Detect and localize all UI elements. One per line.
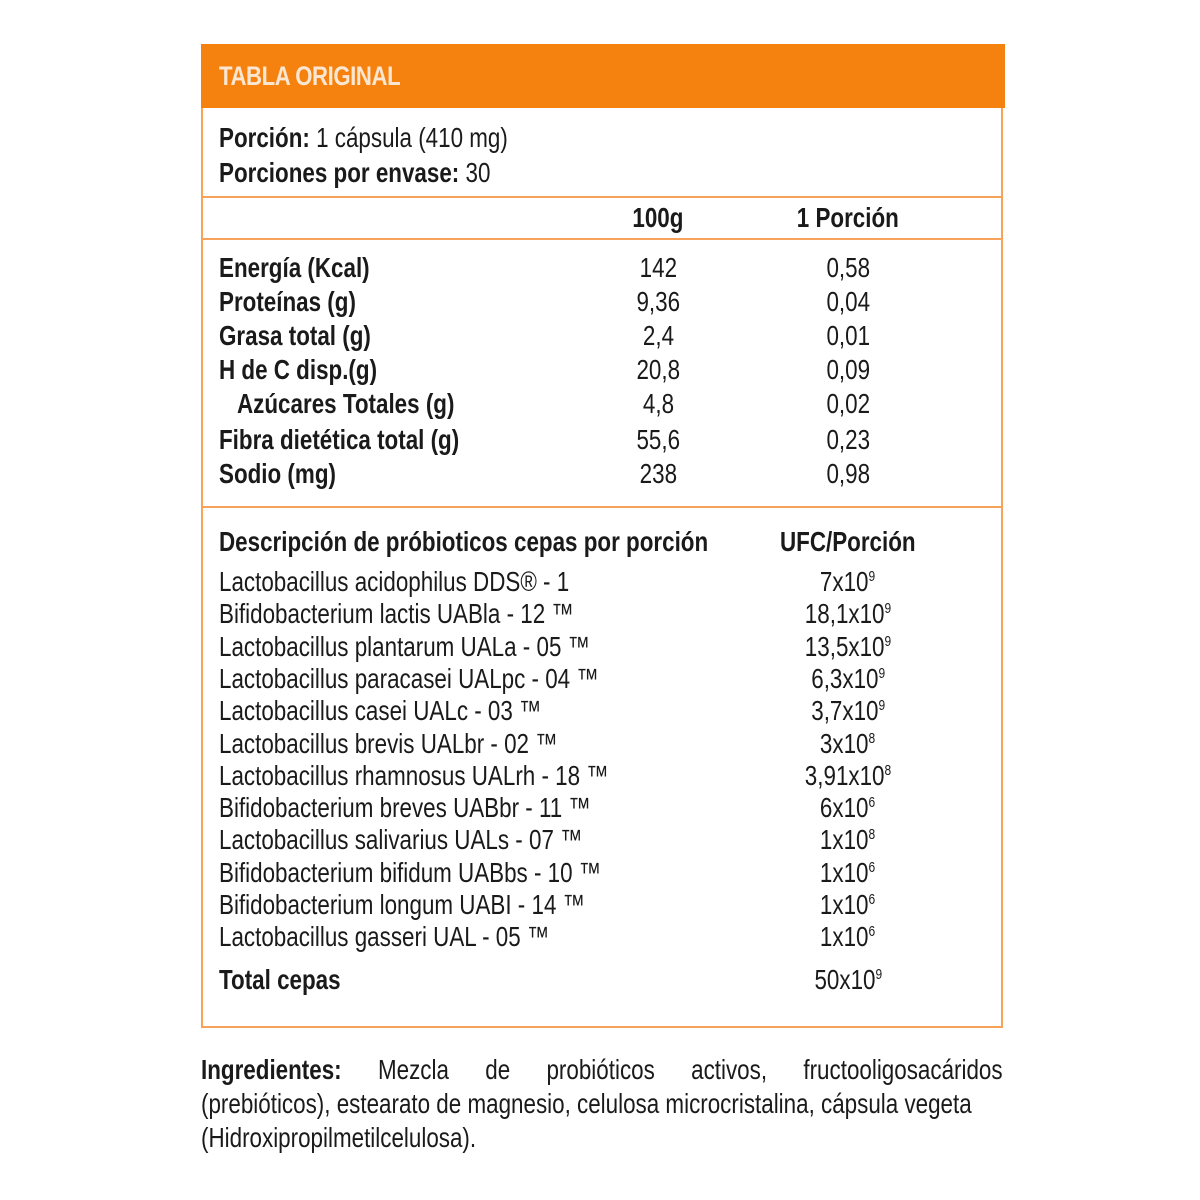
nutrient-label-text: H de C disp.(g) xyxy=(219,354,378,385)
nutrient-label xyxy=(237,388,509,420)
value-per-serving-text: 0,58 xyxy=(826,252,870,283)
ingredients-label: Ingredientes: xyxy=(201,1054,342,1085)
portion-label: Porción: xyxy=(219,122,310,153)
value-per-serving-text: 0,09 xyxy=(826,354,870,385)
ufc-base: 1x10 xyxy=(820,889,869,920)
strain-name-text: Bifidobacterium longum UABI - 14 ™ xyxy=(219,889,586,920)
strain-ufc xyxy=(763,889,933,921)
strain-ufc xyxy=(763,695,933,727)
strain-ufc-text xyxy=(811,663,885,695)
value-per-100g xyxy=(583,286,733,318)
nutrient-label-text: Energía (Kcal) xyxy=(219,252,370,283)
value-per-100g-text: 9,36 xyxy=(636,286,680,317)
ufc-base: 1x10 xyxy=(820,857,869,888)
strain-row xyxy=(203,889,1001,921)
ingredients-word: Mezcla xyxy=(377,1054,449,1085)
column-header-per-serving xyxy=(773,202,923,234)
ingredients-line-1 xyxy=(201,1053,1003,1087)
ufc-base: 1x10 xyxy=(820,824,869,855)
strain-ufc-text xyxy=(820,792,875,824)
nutrient-label xyxy=(219,424,519,456)
strain-ufc-text xyxy=(820,921,875,953)
nutrient-label xyxy=(219,354,417,386)
strain-ufc xyxy=(763,566,933,598)
value-per-serving xyxy=(773,424,923,456)
strain-row xyxy=(203,792,1001,824)
ingredients-section xyxy=(201,1053,1003,1155)
nutrient-label xyxy=(219,252,407,284)
ufc-base: 3,7x10 xyxy=(811,695,879,726)
ingredients-line-2: (prebióticos), estearato de magnesio, celulosa microcristalina, cápsula vegeta xyxy=(201,1088,972,1119)
strain-name-text: Lactobacillus acidophilus DDS® - 1 xyxy=(219,566,570,597)
strain-row xyxy=(203,663,1001,695)
ingredients-word: de xyxy=(485,1054,511,1085)
strain-name xyxy=(219,598,663,630)
divider xyxy=(203,506,1001,508)
ingredients-word: activos, xyxy=(691,1054,768,1085)
servings-line xyxy=(219,155,490,190)
portion-value: 1 cápsula (410 mg) xyxy=(316,122,508,153)
value-per-100g-text: 2,4 xyxy=(642,320,674,351)
ufc-base: 6,3x10 xyxy=(811,663,879,694)
value-per-100g xyxy=(583,458,733,490)
strain-ufc xyxy=(763,598,933,630)
value-per-100g-text: 55,6 xyxy=(636,424,680,455)
strain-ufc-text xyxy=(820,889,875,921)
strain-row xyxy=(203,598,1001,630)
strain-ufc xyxy=(763,728,933,760)
value-per-100g xyxy=(583,354,733,386)
ufc-exponent: 6 xyxy=(868,891,876,908)
strain-name xyxy=(219,663,694,695)
nutrient-label xyxy=(219,458,365,490)
probiotics-header-ufc xyxy=(763,526,933,558)
strain-ufc xyxy=(763,760,933,792)
ufc-exponent: 9 xyxy=(884,600,892,617)
ingredients-word: probióticos xyxy=(546,1054,655,1085)
ufc-base: 18,1x10 xyxy=(804,598,885,629)
strain-ufc xyxy=(763,663,933,695)
value-per-serving xyxy=(773,354,923,386)
strain-row xyxy=(203,728,1001,760)
nutrition-row xyxy=(203,320,1001,354)
strain-ufc-text xyxy=(820,857,875,889)
value-per-serving-text: 0,23 xyxy=(826,424,870,455)
ufc-exponent: 6 xyxy=(868,794,876,811)
ufc-base: 3,91x10 xyxy=(804,760,885,791)
strain-row xyxy=(203,921,1001,953)
total-label xyxy=(219,964,371,996)
total-ufc xyxy=(763,964,933,996)
nutrition-row xyxy=(203,424,1001,458)
ufc-exponent: 9 xyxy=(868,568,876,585)
nutrient-label xyxy=(219,320,409,352)
column-header-per-serving-text: 1 Porción xyxy=(796,202,900,233)
value-per-100g xyxy=(583,424,733,456)
value-per-100g xyxy=(583,320,733,352)
strain-name xyxy=(219,566,657,598)
strain-name-text: Lactobacillus casei UALc - 03 ™ xyxy=(219,695,542,726)
strain-row xyxy=(203,566,1001,598)
strain-ufc-text xyxy=(820,824,875,856)
ufc-exponent: 9 xyxy=(884,633,892,650)
ufc-exponent: 9 xyxy=(878,665,885,682)
value-per-serving xyxy=(773,388,923,420)
probiotics-header-description xyxy=(219,526,830,558)
serving-info xyxy=(219,120,580,190)
column-header-100g-text: 100g xyxy=(632,202,684,233)
value-per-serving xyxy=(773,252,923,284)
strain-name xyxy=(219,695,622,727)
value-per-serving xyxy=(773,320,923,352)
column-header-100g xyxy=(583,202,733,234)
strain-row xyxy=(203,695,1001,727)
nutrient-label-text: Proteínas (g) xyxy=(219,286,356,317)
ufc-base: 1x10 xyxy=(820,921,869,952)
strain-row xyxy=(203,857,1001,889)
ufc-base: 6x10 xyxy=(820,792,869,823)
strain-name xyxy=(219,792,684,824)
ufc-exponent: 8 xyxy=(884,762,892,779)
panel-title: TABLA ORIGINAL xyxy=(219,61,401,91)
divider xyxy=(203,238,1001,240)
strain-name-text: Bifidobacterium breves UABbr - 11 ™ xyxy=(219,792,591,823)
nutrient-label-text: Sodio (mg) xyxy=(219,458,336,489)
ufc-base: 3x10 xyxy=(820,728,869,759)
strain-name-text: Lactobacillus paracasei UALpc - 04 ™ xyxy=(219,663,599,694)
strain-ufc xyxy=(763,631,933,663)
strain-name-text: Lactobacillus plantarum UALa - 05 ™ xyxy=(219,631,591,662)
strain-ufc xyxy=(763,921,933,953)
value-per-serving xyxy=(773,458,923,490)
nutrition-row xyxy=(203,354,1001,388)
value-per-100g-text: 4,8 xyxy=(642,388,674,419)
nutrition-facts-panel xyxy=(201,44,1003,1028)
strain-ufc-text xyxy=(820,566,875,598)
strain-name-text: Lactobacillus salivarius UALs - 07 ™ xyxy=(219,824,583,855)
strain-ufc xyxy=(763,792,933,824)
strain-name xyxy=(219,889,677,921)
value-per-serving-text: 0,02 xyxy=(826,388,870,419)
value-per-100g xyxy=(583,252,733,284)
strain-name xyxy=(219,760,706,792)
nutrition-row xyxy=(203,286,1001,320)
value-per-serving xyxy=(773,286,923,318)
strain-name-text: Lactobacillus brevis UALbr - 02 ™ xyxy=(219,728,558,759)
strain-name xyxy=(219,921,632,953)
value-per-100g-text: 238 xyxy=(639,458,677,489)
strain-ufc-text xyxy=(805,598,891,630)
strain-ufc-text xyxy=(820,728,875,760)
total-label-text: Total cepas xyxy=(219,964,341,995)
total-strains-row xyxy=(203,964,1001,996)
nutrition-row xyxy=(203,458,1001,492)
strain-name xyxy=(219,824,673,856)
strain-row xyxy=(203,631,1001,663)
servings-label: Porciones por envase: xyxy=(219,157,460,188)
strain-name xyxy=(219,631,683,663)
strain-row xyxy=(203,824,1001,856)
ingredients-line-3: (Hidroxipropilmetilcelulosa). xyxy=(201,1122,477,1153)
probiotics-header-ufc-text: UFC/Porción xyxy=(780,526,916,557)
ufc-exponent: 8 xyxy=(868,730,876,747)
ufc-base: 50x10 xyxy=(814,964,876,995)
ufc-base: 13,5x10 xyxy=(804,631,885,662)
strain-name-text: Bifidobacterium lactis UABla - 12 ™ xyxy=(219,598,574,629)
nutrient-label-text: Fibra dietética total (g) xyxy=(219,424,460,455)
strain-name xyxy=(219,857,697,889)
nutrient-label xyxy=(219,286,390,318)
divider xyxy=(203,196,1001,198)
portion-line xyxy=(219,120,508,155)
value-per-100g-text: 20,8 xyxy=(636,354,680,385)
strain-ufc xyxy=(763,857,933,889)
strain-row xyxy=(203,760,1001,792)
nutrition-row xyxy=(203,252,1001,286)
ufc-exponent: 9 xyxy=(875,966,882,983)
nutrient-label-text: Grasa total (g) xyxy=(219,320,371,351)
total-ufc-text xyxy=(814,964,882,996)
ufc-exponent: 9 xyxy=(878,697,885,714)
value-per-serving-text: 0,04 xyxy=(826,286,870,317)
strain-ufc xyxy=(763,824,933,856)
ufc-exponent: 6 xyxy=(868,859,876,876)
ufc-base: 7x10 xyxy=(820,566,869,597)
value-per-serving-text: 0,98 xyxy=(826,458,870,489)
header-bar xyxy=(201,44,1005,108)
probiotics-header-description-text: Descripción de próbioticos cepas por porción xyxy=(219,526,709,557)
strain-name-text: Lactobacillus rhamnosus UALrh - 18 ™ xyxy=(219,760,609,791)
ufc-exponent: 8 xyxy=(868,826,876,843)
servings-value: 30 xyxy=(465,157,491,188)
value-per-serving-text: 0,01 xyxy=(826,320,870,351)
strain-name-text: Bifidobacterium bifidum UABbs - 10 ™ xyxy=(219,857,602,888)
ingredients-word: fructooligosacáridos xyxy=(803,1054,1003,1085)
value-per-100g-text: 142 xyxy=(639,252,677,283)
value-per-100g xyxy=(583,388,733,420)
strain-ufc-text xyxy=(805,760,891,792)
strain-name xyxy=(219,728,642,760)
strain-ufc-text xyxy=(811,695,885,727)
strain-name-text: Lactobacillus gasseri UAL - 05 ™ xyxy=(219,921,550,952)
ufc-exponent: 6 xyxy=(868,923,876,940)
strain-ufc-text xyxy=(805,631,891,663)
nutrition-row xyxy=(203,388,1001,422)
nutrient-label-text: Azúcares Totales (g) xyxy=(237,388,455,419)
